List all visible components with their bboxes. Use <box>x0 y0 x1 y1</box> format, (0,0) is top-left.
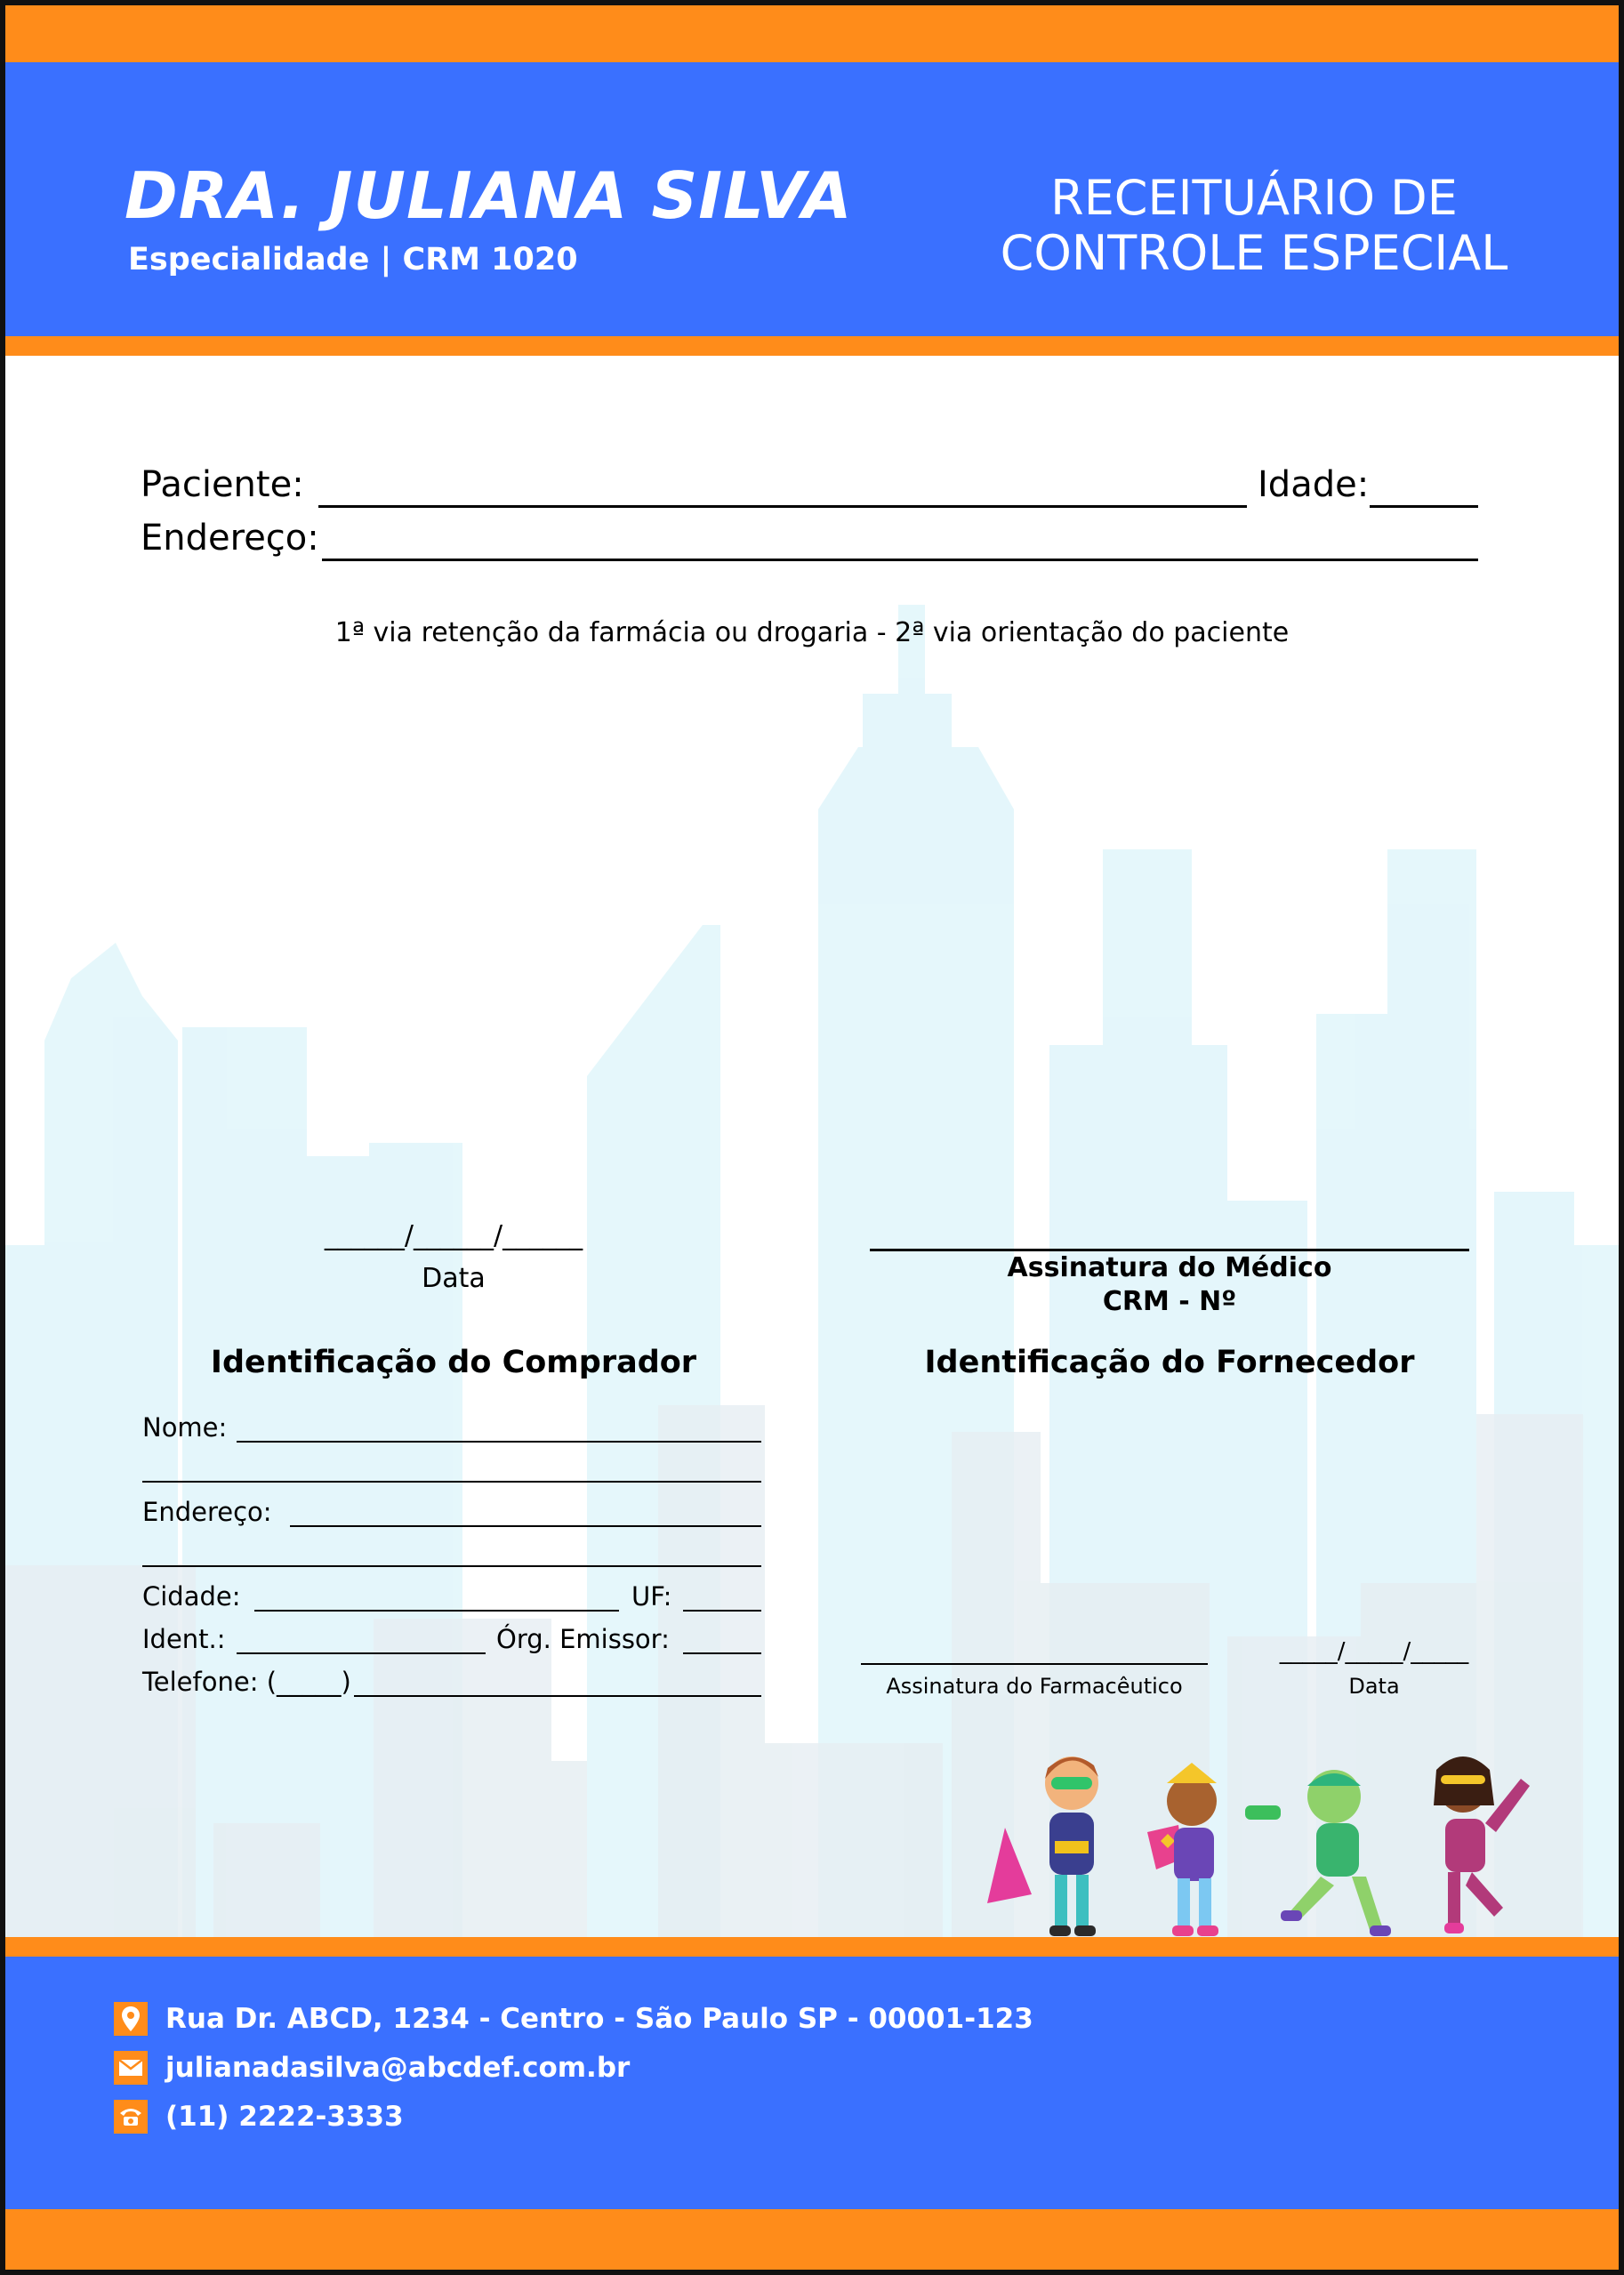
buyer-ident-label: Ident.: <box>142 1624 226 1654</box>
supplier-date-label: Data <box>1348 1674 1400 1699</box>
buyer-name-label: Nome: <box>142 1412 228 1443</box>
buyer-uf-label: UF: <box>631 1581 672 1612</box>
via-note: 1ª via retenção da farmácia ou drogaria - 2ª via orientação do paciente <box>334 617 1290 648</box>
buyer-phone-line[interactable] <box>354 1695 761 1697</box>
superhero-girl-jumping <box>1434 1756 1530 1933</box>
patient-name-line[interactable] <box>318 505 1247 508</box>
buyer-address-label: Endereço: <box>142 1497 272 1527</box>
superhero-boy-cape <box>987 1756 1098 1936</box>
footer-email[interactable]: julianadasilva@abcdef.com.br <box>165 2052 631 2084</box>
superhero-kids-illustration <box>978 1743 1548 1957</box>
bottom-orange-stripe <box>0 2209 1624 2275</box>
doctor-specialty-crm: Especialidade | CRM 1020 <box>128 242 578 277</box>
prescription-date-blank[interactable]: ______/______/______ <box>324 1220 583 1251</box>
document-title <box>961 171 1548 281</box>
buyer-section-title: Identificação do Comprador <box>210 1345 697 1380</box>
top-orange-stripe <box>0 0 1624 62</box>
footer-address: Rua Dr. ABCD, 1234 - Centro - São Paulo SP - 00001-123 <box>165 2003 1033 2035</box>
document-title-line2: CONTROLE ESPECIAL <box>1000 225 1508 281</box>
doctor-signature-line[interactable] <box>870 1249 1469 1251</box>
patient-address-label: Endereço: <box>141 518 319 559</box>
telephone-icon <box>114 2100 148 2134</box>
supplier-section-title: Identificação do Fornecedor <box>924 1345 1415 1380</box>
buyer-phone-label: Telefone: (_____) <box>142 1667 351 1697</box>
envelope-icon <box>114 2051 148 2085</box>
patient-age-line[interactable] <box>1370 505 1478 508</box>
pharmacist-signature-line[interactable] <box>861 1663 1208 1665</box>
buyer-city-line[interactable] <box>254 1610 619 1612</box>
footer-phone[interactable]: (11) 2222-3333 <box>165 2101 404 2133</box>
buyer-uf-line[interactable] <box>683 1610 761 1612</box>
buyer-address-line-2[interactable] <box>142 1565 761 1567</box>
patient-address-line[interactable] <box>322 559 1478 561</box>
document-title-line1: RECEITUÁRIO DE <box>1050 170 1458 226</box>
superhero-kid-blaster <box>1245 1770 1391 1936</box>
supplier-date-blank[interactable]: _____/_____/_____ <box>1279 1638 1469 1665</box>
footer-email-row[interactable] <box>114 2050 630 2086</box>
superhero-girl-shield <box>1147 1763 1218 1936</box>
patient-name-label: Paciente: <box>141 464 304 505</box>
pharmacist-signature-label: Assinatura do Farmacêutico <box>886 1674 1183 1699</box>
buyer-name-line-2[interactable] <box>142 1481 761 1483</box>
header-orange-stripe <box>0 336 1624 356</box>
footer-phone-row[interactable] <box>114 2099 404 2134</box>
doctor-signature-label: Assinatura do Médico <box>1007 1252 1332 1283</box>
buyer-address-line[interactable] <box>290 1525 761 1527</box>
footer-address-row <box>114 2001 1033 2037</box>
buyer-issuer-label: Órg. Emissor: <box>496 1624 670 1654</box>
doctor-name: DRA. JULIANA SILVA <box>125 158 853 233</box>
buyer-name-line[interactable] <box>237 1441 761 1443</box>
buyer-city-label: Cidade: <box>142 1581 241 1612</box>
buyer-issuer-line[interactable] <box>683 1652 761 1654</box>
doctor-crm-label: CRM - Nº <box>1102 1286 1237 1317</box>
buyer-ident-line[interactable] <box>237 1652 486 1654</box>
map-pin-icon <box>114 2002 148 2036</box>
prescription-date-label: Data <box>422 1263 486 1294</box>
patient-age-label: Idade: <box>1258 464 1370 505</box>
